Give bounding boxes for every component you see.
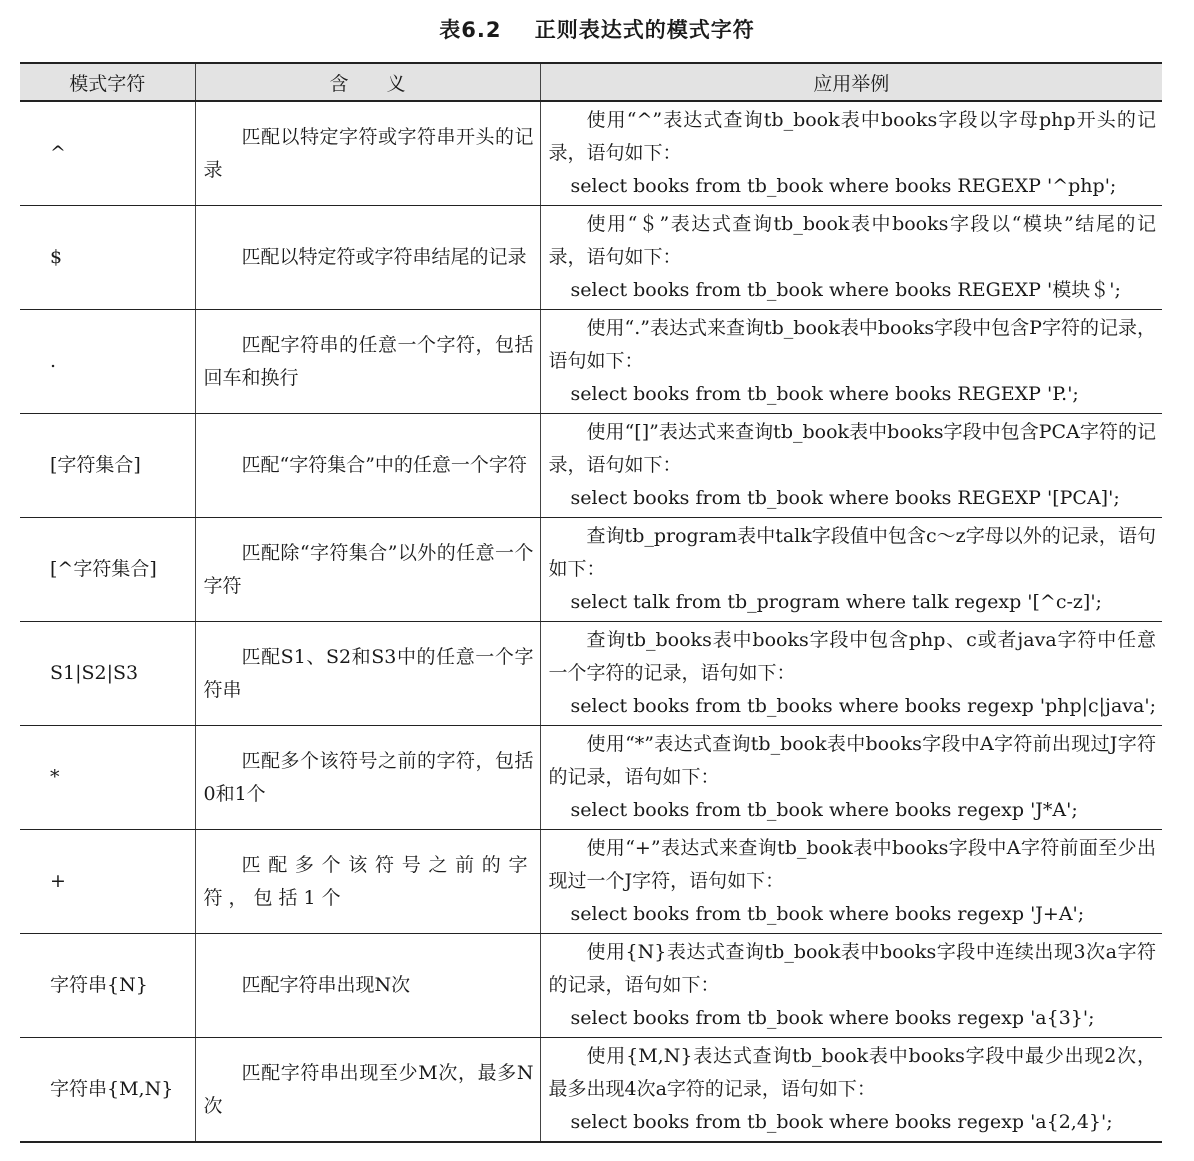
- header-example: 应用举例: [540, 63, 1162, 101]
- example-cell: [540, 934, 1162, 1038]
- meaning-cell: [195, 830, 540, 934]
- table-row: [20, 830, 1162, 934]
- meaning-text: 匹配字符串出现至少M次，最多N次: [203, 1061, 534, 1117]
- meaning-cell: [195, 622, 540, 726]
- sql-statement: select talk from tb_program where talk regexp '[^c-z]';: [570, 591, 1102, 613]
- example-cell: [540, 726, 1162, 830]
- pattern-cell: [字符集合]: [20, 414, 195, 518]
- example-cell: [540, 101, 1162, 206]
- table-row: [20, 310, 1162, 414]
- meaning-text: 匹配S1、S2和S3中的任意一个字符串: [203, 645, 534, 701]
- pattern-cell: .: [20, 310, 195, 414]
- table-row: [20, 414, 1162, 518]
- header-meaning: 含 义: [195, 63, 540, 101]
- meaning-cell: [195, 101, 540, 206]
- example-text: 使用“[]”表达式来查询tb_book表中books字段中包含PCA字符的记录，语句如下：: [548, 421, 1156, 476]
- header-pattern: 模式字符: [20, 63, 195, 101]
- meaning-cell: [195, 518, 540, 622]
- pattern-cell: 字符串{M,N}: [20, 1038, 195, 1143]
- example-cell: [540, 518, 1162, 622]
- pattern-cell: $: [20, 206, 195, 310]
- meaning-text: 匹配“字符集合”中的任意一个字符: [241, 454, 527, 476]
- meaning-text: 匹配以特定字符或字符串开头的记录: [203, 125, 534, 181]
- meaning-text: 匹配多个该符号之前的字符，包括0和1个: [203, 749, 534, 805]
- sql-statement: select books from tb_books where books regexp 'php|c|java';: [570, 695, 1156, 717]
- meaning-cell: [195, 934, 540, 1038]
- table-row: [20, 622, 1162, 726]
- meaning-text: 匹配除“字符集合”以外的任意一个字符: [203, 541, 534, 597]
- meaning-cell: [195, 414, 540, 518]
- meaning-cell: [195, 1038, 540, 1143]
- meaning-cell: [195, 310, 540, 414]
- sql-statement: select books from tb_book where books regexp 'J*A';: [570, 799, 1078, 821]
- example-cell: [540, 206, 1162, 310]
- sql-statement: select books from tb_book where books regexp 'a{2,4}';: [570, 1111, 1113, 1133]
- table-row: [20, 934, 1162, 1038]
- example-cell: [540, 414, 1162, 518]
- pattern-cell: +: [20, 830, 195, 934]
- pattern-cell: 字符串{N}: [20, 934, 195, 1038]
- example-text: 查询tb_books表中books字段中包含php、c或者java字符中任意一个字符的记录，语句如下：: [548, 629, 1156, 684]
- meaning-text: 匹配以特定符或字符串结尾的记录: [241, 246, 527, 268]
- sql-statement: select books from tb_book where books REGEXP 'P.';: [570, 383, 1079, 405]
- sql-statement: select books from tb_book where books REGEXP '^php';: [570, 175, 1117, 197]
- sql-statement: select books from tb_book where books REGEXP '[PCA]';: [570, 487, 1120, 509]
- meaning-cell: [195, 206, 540, 310]
- meaning-cell: [195, 726, 540, 830]
- pattern-cell: ^: [20, 101, 195, 206]
- pattern-cell: S1|S2|S3: [20, 622, 195, 726]
- sql-statement: select books from tb_book where books regexp 'J+A';: [570, 903, 1085, 925]
- regex-pattern-table: [20, 62, 1162, 1143]
- example-text: 使用{N}表达式查询tb_book表中books字段中连续出现3次a字符的记录，语句如下：: [548, 941, 1156, 996]
- example-text: 使用“.”表达式来查询tb_book表中books字段中包含P字符的记录，语句如下：: [548, 317, 1156, 372]
- example-text: 使用“^”表达式查询tb_book表中books字段以字母php开头的记录，语句如下：: [548, 109, 1156, 164]
- table-row: [20, 101, 1162, 206]
- sql-statement: select books from tb_book where books regexp 'a{3}';: [570, 1007, 1095, 1029]
- meaning-text: 匹配多个该符号之前的字符，包括1个: [203, 853, 534, 909]
- example-text: 使用{M,N}表达式查询tb_book表中books字段中最少出现2次，最多出现4次a字符的记录，语句如下：: [548, 1045, 1156, 1100]
- table-row: [20, 206, 1162, 310]
- example-text: 使用“+”表达式来查询tb_book表中books字段中A字符前面至少出现过一个J字符，语句如下：: [548, 837, 1156, 892]
- example-cell: [540, 1038, 1162, 1143]
- example-cell: [540, 310, 1162, 414]
- meaning-text: 匹配字符串出现N次: [241, 974, 411, 996]
- sql-statement: select books from tb_book where books REGEXP '模块＄';: [570, 279, 1121, 301]
- example-cell: [540, 830, 1162, 934]
- example-text: 使用“*”表达式查询tb_book表中books字段中A字符前出现过J字符的记录，语句如下：: [548, 733, 1156, 788]
- pattern-cell: *: [20, 726, 195, 830]
- header-row: [20, 63, 1162, 101]
- table-row: [20, 726, 1162, 830]
- table-row: [20, 518, 1162, 622]
- table-title: 表6.2 正则表达式的模式字符: [439, 18, 755, 42]
- example-text: 使用“＄”表达式查询tb_book表中books字段以“模块”结尾的记录，语句如下：: [548, 213, 1156, 268]
- example-cell: [540, 622, 1162, 726]
- table-row: [20, 1038, 1162, 1143]
- meaning-text: 匹配字符串的任意一个字符，包括回车和换行: [203, 333, 534, 389]
- pattern-cell: [^字符集合]: [20, 518, 195, 622]
- example-text: 查询tb_program表中talk字段值中包含c～z字母以外的记录，语句如下：: [548, 525, 1156, 580]
